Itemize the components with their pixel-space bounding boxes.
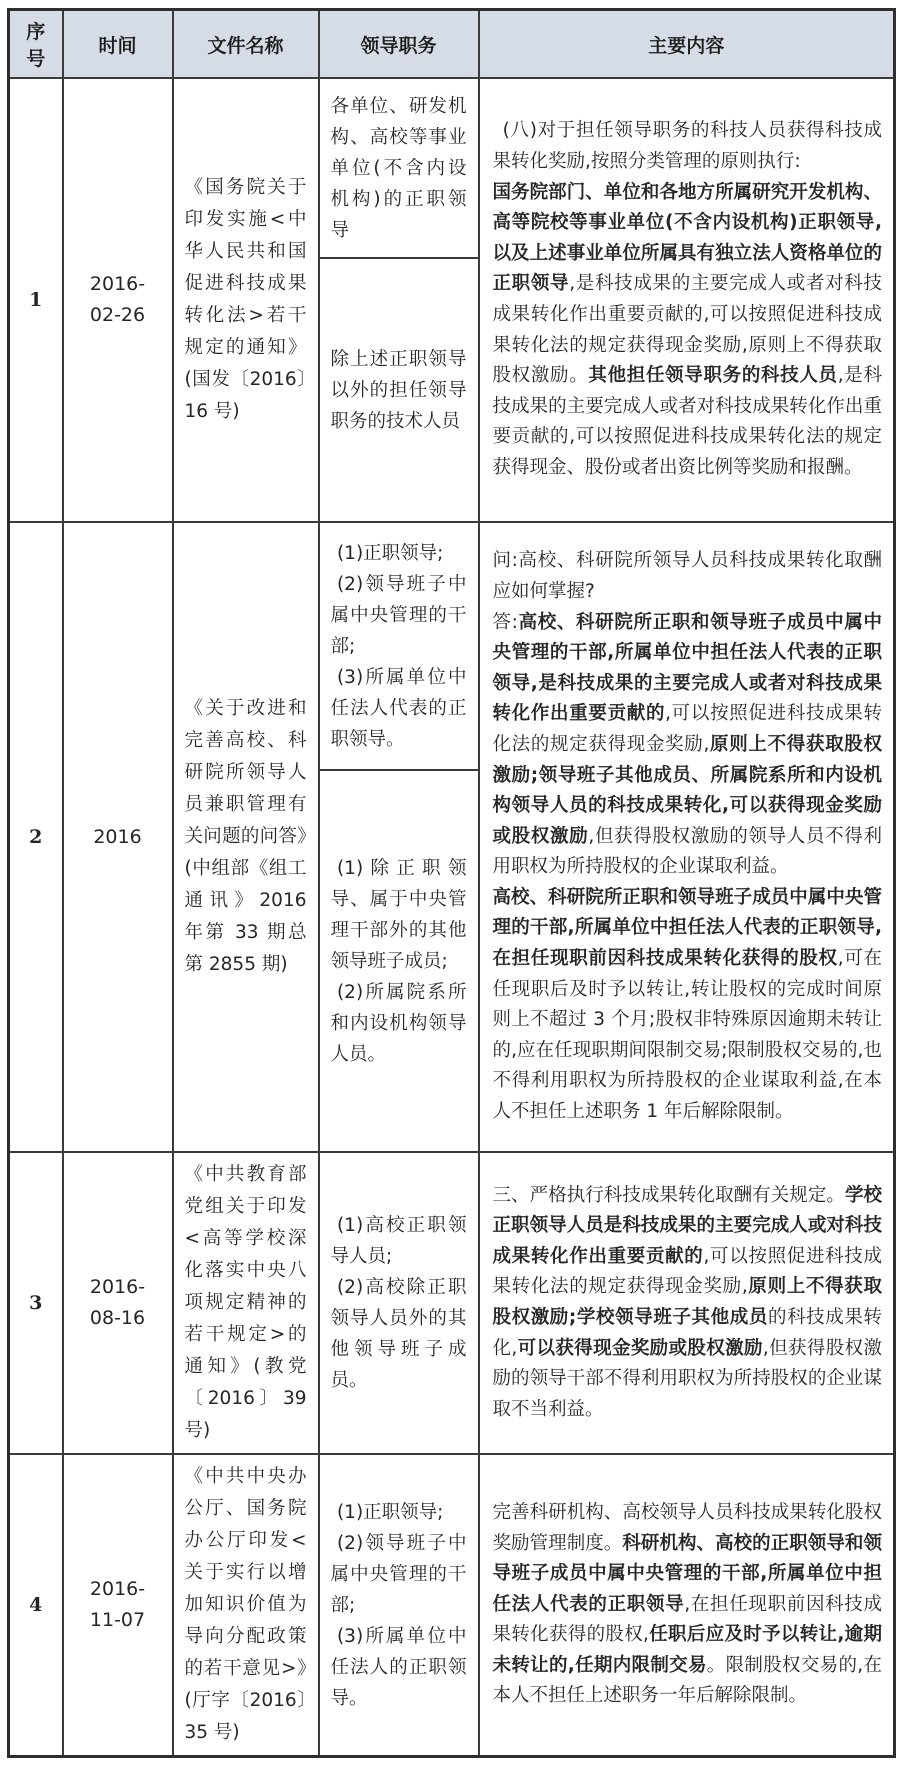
row3-date-cell: 2016-08-16: [63, 1152, 173, 1454]
row4-position-cell: [319, 1454, 479, 1757]
row4-index-cell: 4: [9, 1454, 63, 1757]
position-list-item: (2)所属院系所和内设机构领导人员。: [330, 981, 467, 1065]
row3-doc-name-cell: [173, 1152, 319, 1454]
row3-content-cell: [479, 1152, 895, 1454]
table-row: [9, 1152, 895, 1454]
position-text: 各单位、研发机构、高校等事业单位(不含内设机构)的正职领导: [330, 95, 467, 241]
row2-index-cell: 2: [9, 522, 63, 1152]
doc-name-text: 《国务院关于印发实施<中华人民共和国促进科技成果转化法>若干规定的通知》(国发〔2016〕16 号): [184, 177, 307, 422]
row1-content-cell: [479, 78, 895, 522]
row2-position-cell-top: [319, 522, 479, 770]
row2-doc-name-cell: [173, 522, 319, 1152]
position-list-item: (2)领导班子中属中央管理的干部;: [330, 1532, 467, 1616]
row1-index-cell: 1: [9, 78, 63, 522]
row1-position-cell-bottom: [319, 258, 479, 522]
position-text: 除上述正职领导以外的担任领导职务的技术人员: [330, 348, 467, 432]
doc-name-text: 《中共教育部党组关于印发<高等学校深化落实中央八项规定精神的若干规定>的通知》(教党〔2016〕39 号): [184, 1164, 307, 1441]
content-paragraph: 问:高校、科研院所领导人员科技成果转化取酬应如何掌握?: [492, 550, 882, 602]
position-list-item: (3)所属单位中任法人的正职领导。: [330, 1625, 467, 1709]
row4-date-cell: 2016-11-07: [63, 1454, 173, 1757]
row2-position-cell-bottom: [319, 770, 479, 1152]
doc-name-text: 《关于改进和完善高校、科研院所领导人员兼职管理有关问题的问答》(中组部《组工通讯》2016 年第 33 期总第 2855 期): [184, 698, 307, 975]
header-col-main-content: 主要内容: [479, 10, 895, 79]
content-paragraph: 答:高校、科研院所正职和领导班子成员中属中央管理的干部,所属单位中担任法人代表的正职领导,是科技成果的主要完成人或者对科技成果转化作出重要贡献的,可以按照促进科技成果转化法的规定获得现金奖励,原则上不得获取股权激励;领导班子其他成员、所属院系所和内设机构领导人员的科技成果转化,可以获得现金奖励或股权激励,但获得股权激励的领导人员不得利用职权为所持股权的企业谋取利益。: [492, 611, 882, 878]
row3-position-cell: [319, 1152, 479, 1454]
row1-doc-name-cell: [173, 78, 319, 522]
position-list-item: (2)高校除正职领导人员外的其他领导班子成员。: [330, 1277, 467, 1391]
table-row: [9, 522, 895, 770]
position-list-item: (1)除正职领导、属于中央管理干部外的其他领导班子成员;: [330, 857, 467, 972]
table-row: [9, 1454, 895, 1757]
position-list-item: (3)所属单位中任法人代表的正职领导。: [330, 666, 467, 750]
position-list-item: (2)领导班子中属中央管理的干部;: [330, 573, 467, 657]
content-paragraph: 高校、科研院所正职和领导班子成员中属中央管理的干部,所属单位中担任法人代表的正职领导,在担任现职前因科技成果转化获得的股权,可在任现职后及时予以转让,转让股权的完成时间原则上不超过 3 个月;股权非特殊原因逾期未转让的,应在任现职期间限制交易;限制股权交易的,也不得利用职权为所持股权的企业谋取利益,在本人不担任上述职务 1 年后解除限制。: [492, 886, 882, 1123]
content-paragraph: 三、严格执行科技成果转化取酬有关规定。学校正职领导人员是科技成果的主要完成人或对科技成果转化作出重要贡献的,可以按照促进科技成果转化法的规定获得现金奖励,原则上不得获取股权激励;学校领导班子其他成员的科技成果转化,可以获得现金奖励或股权激励,但获得股权激励的领导干部不得利用职权为所持股权的企业谋取不当利益。: [492, 1184, 882, 1420]
policy-table: [7, 8, 896, 1758]
doc-name-text: 《中共中央办公厅、国务院办公厅印发<关于实行以增加知识价值为导向分配政策的若干意见>》(厅字〔2016〕35 号): [184, 1466, 307, 1743]
row4-content-cell: [479, 1454, 895, 1757]
row2-date-cell: 2016: [63, 522, 173, 1152]
position-list-item: (1)正职领导;: [336, 542, 444, 564]
row3-index-cell: 3: [9, 1152, 63, 1454]
row4-doc-name-cell: [173, 1454, 319, 1757]
header-col-position: 领导职务: [319, 10, 479, 79]
header-col-no: 序号: [9, 10, 63, 79]
table-header-row: [9, 10, 895, 79]
content-paragraph: 国务院部门、单位和各地方所属研究开发机构、高等院校等事业单位(不含内设机构)正职领导,以及上述事业单位所属具有独立法人资格单位的正职领导,是科技成果的主要完成人或者对科技成果转化作出重要贡献的,可以按照促进科技成果转化法的规定获得现金奖励,原则上不得获取股权激励。其他担任领导职务的科技人员,是科技成果的主要完成人或者对科技成果转化作出重要贡献的,可以按照促进科技成果转化法的规定获得现金、股份或者出资比例等奖励和报酬。: [492, 181, 882, 478]
position-list-item: (1)高校正职领导人员;: [330, 1215, 467, 1267]
content-paragraph: (八)对于担任领导职务的科技人员获得科技成果转化奖励,按照分类管理的原则执行:: [492, 120, 882, 173]
table-row: [9, 78, 895, 258]
row1-position-cell-top: [319, 78, 479, 258]
header-col-doc-name: 文件名称: [173, 10, 319, 79]
header-col-date: 时间: [63, 10, 173, 79]
position-list-item: (1)正职领导;: [336, 1501, 444, 1523]
row2-content-cell: [479, 522, 895, 1152]
row1-date-cell: 2016-02-26: [63, 78, 173, 522]
content-paragraph: 完善科研机构、高校领导人员科技成果转化股权奖励管理制度。科研机构、高校的正职领导和领导班子成员中属中央管理的干部,所属单位中担任法人代表的正职领导,在担任现职前因科技成果转化获得的股权,任职后应及时予以转让,逾期未转让的,任期内限制交易。限制股权交易的,在本人不担任上述职务一年后解除限制。: [492, 1501, 882, 1707]
